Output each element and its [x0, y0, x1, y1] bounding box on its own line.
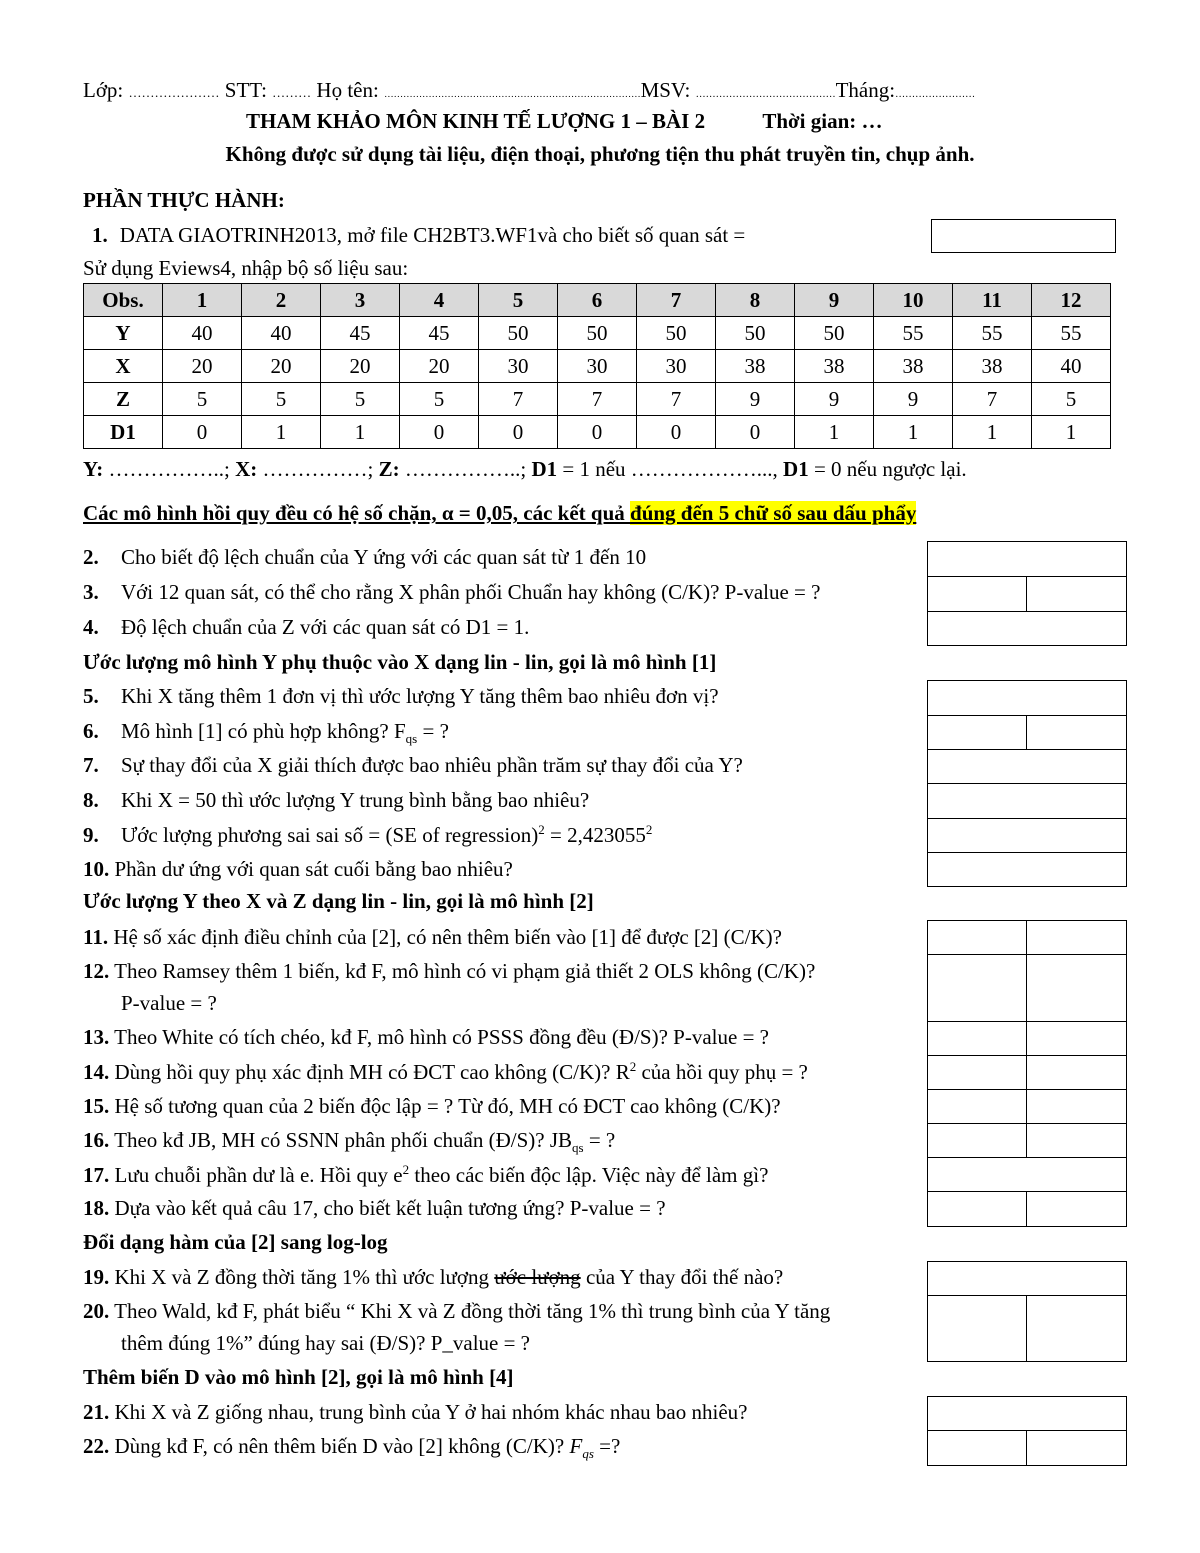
question-number: 5.	[83, 684, 99, 708]
question-3	[83, 580, 820, 605]
table-cell: 50	[637, 317, 716, 350]
row-header: D1	[84, 416, 163, 449]
question-number: 6.	[83, 719, 99, 743]
table-cell: 9	[716, 383, 795, 416]
subscript: qs	[582, 1446, 594, 1462]
table-header-row	[84, 284, 1111, 317]
question-number: 3.	[83, 580, 99, 604]
question-number: 18.	[83, 1196, 110, 1220]
question-8	[83, 788, 589, 813]
stt-field[interactable]: ………	[272, 85, 312, 100]
table-cell: 1	[874, 416, 953, 449]
table-header-cell: 10	[874, 284, 953, 317]
question-17	[83, 1162, 768, 1188]
answer-box-13b[interactable]	[1026, 1021, 1127, 1056]
question-9	[83, 822, 652, 848]
question-text: Khi X và Z giống nhau, trung bình của Y ở hai nhóm khác nhau bao nhiêu?	[114, 1400, 748, 1424]
question-text: DATA GIAOTRINH2013, mở file CH2BT3.WF1và cho biết số quan sát =	[119, 223, 746, 247]
table-cell: 0	[558, 416, 637, 449]
answer-box-15b[interactable]	[1026, 1089, 1127, 1124]
question-4	[83, 615, 529, 640]
table-header-cell: 5	[479, 284, 558, 317]
question-text: Hệ số tương quan của 2 biến độc lập = ? Từ đó, MH có ĐCT cao không (C/K)?	[114, 1094, 781, 1118]
time-label: Thời gian: …	[762, 109, 883, 133]
table-cell: 0	[163, 416, 242, 449]
var-z-label: Z:	[378, 457, 400, 481]
question-number: 21.	[83, 1400, 110, 1424]
table-cell: 40	[163, 317, 242, 350]
answer-box-19[interactable]	[927, 1261, 1127, 1296]
table-cell: 45	[400, 317, 479, 350]
table-row	[84, 350, 1111, 383]
question-2	[83, 545, 646, 570]
var-y-field[interactable]: ……………..;	[103, 457, 236, 481]
question-text: Khi X = 50 thì ước lượng Y trung bình bằng bao nhiêu?	[121, 788, 590, 812]
question-number: 9.	[83, 823, 99, 847]
question-number: 2.	[83, 545, 99, 569]
table-cell: 1	[953, 416, 1032, 449]
answer-box-1[interactable]	[931, 219, 1116, 253]
question-text: Dùng kđ F, có nên thêm biến D vào [2] không (C/K)?	[114, 1434, 570, 1458]
table-cell: 30	[637, 350, 716, 383]
msv-label: MSV:	[640, 78, 696, 102]
table-cell: 0	[400, 416, 479, 449]
question-tail: theo các biến độc lập. Việc này để làm gì?	[409, 1163, 769, 1187]
var-y-label: Y:	[83, 457, 104, 481]
superscript: 2	[538, 822, 545, 837]
var-x-field[interactable]: ……………;	[257, 457, 379, 481]
title-text: THAM KHẢO MÔN KINH TẾ LƯỢNG 1 – BÀI 2	[246, 109, 706, 133]
table-header-cell: 7	[637, 284, 716, 317]
superscript: 2	[402, 1162, 410, 1177]
answer-box-18b[interactable]	[1026, 1191, 1127, 1227]
name-field[interactable]: ………………………………………………………………………	[384, 90, 641, 100]
student-info-line	[83, 78, 975, 103]
answer-box-10[interactable]	[927, 852, 1127, 887]
answer-box-5[interactable]	[927, 680, 1127, 716]
var-d1-else-text: = 0 nếu ngược lại.	[808, 457, 967, 481]
answer-box-7[interactable]	[927, 749, 1127, 784]
question-text: Lưu chuỗi phần dư là e. Hồi quy e	[114, 1163, 403, 1187]
table-cell: 55	[1032, 317, 1111, 350]
msv-field[interactable]: ……………………………………	[695, 89, 836, 100]
question-number: 19.	[83, 1265, 110, 1289]
question-20-cont: thêm đúng 1%” đúng hay sai (Đ/S)? P_value = ?	[121, 1331, 531, 1355]
question-20	[83, 1299, 830, 1324]
answer-box-2[interactable]	[927, 541, 1127, 577]
table-cell: 38	[874, 350, 953, 383]
variable-definitions	[83, 457, 967, 482]
table-header-cell: 11	[953, 284, 1032, 317]
question-text: Sự thay đổi của X giải thích được bao nhiêu phần trăm sự thay đổi của Y?	[121, 753, 743, 777]
question-tail: của Y thay đổi thế nào?	[580, 1265, 784, 1289]
instruction-highlight: đúng đến 5 chữ số sau dấu phẩy	[630, 501, 917, 525]
question-text: Khi X và Z đồng thời tăng 1% thì ước lượng	[114, 1265, 495, 1289]
question-15	[83, 1094, 781, 1119]
superscript: 2	[645, 822, 653, 837]
answer-box-8[interactable]	[927, 783, 1127, 819]
answer-box-14a[interactable]	[927, 1055, 1027, 1090]
table-cell: 38	[716, 350, 795, 383]
answer-box-6a[interactable]	[927, 715, 1027, 750]
question-number: 10.	[83, 857, 110, 881]
eviews-instruction: Sử dụng Eviews4, nhập bộ số liệu sau:	[83, 256, 409, 280]
question-number: 17.	[83, 1163, 110, 1187]
table-header-cell: 1	[163, 284, 242, 317]
table-cell: 55	[874, 317, 953, 350]
question-number: 7.	[83, 753, 99, 777]
answer-box-11b[interactable]	[1026, 920, 1127, 955]
question-19	[83, 1265, 783, 1290]
question-5	[83, 684, 719, 709]
table-cell: 45	[321, 317, 400, 350]
table-row	[84, 383, 1111, 416]
question-number: 13.	[83, 1025, 110, 1049]
table-cell: 5	[1032, 383, 1111, 416]
var-d1-field[interactable]: = 1 nếu ………………...,	[557, 457, 784, 481]
table-cell: 0	[637, 416, 716, 449]
table-header-cell: 4	[400, 284, 479, 317]
question-18	[83, 1196, 666, 1221]
question-7	[83, 753, 743, 778]
question-21	[83, 1400, 747, 1425]
struck-text: ước lượng	[494, 1265, 581, 1289]
question-text: Theo kđ JB, MH có SSNN phân phối chuẩn (Đ/S)? JB	[114, 1128, 573, 1152]
table-cell: 5	[163, 383, 242, 416]
question-text: Dựa vào kết quả câu 17, cho biết kết luận tương ứng? P-value = ?	[114, 1196, 666, 1220]
page-title	[246, 109, 883, 134]
table-row	[84, 317, 1111, 350]
notice: Không được sử dụng tài liệu, điện thoại, phương tiện thu phát truyền tin, chụp ảnh.	[225, 142, 975, 166]
question-text: Mô hình [1] có phù hợp không? F	[121, 719, 406, 743]
answer-box-12a[interactable]	[927, 954, 1027, 1022]
question-number: 15.	[83, 1094, 110, 1118]
question-13	[83, 1025, 769, 1050]
month-field[interactable]: ……………………	[895, 89, 976, 100]
table-cell: 5	[242, 383, 321, 416]
question-number: 8.	[83, 788, 99, 812]
answer-box-13a[interactable]	[927, 1021, 1027, 1056]
answer-box-4[interactable]	[927, 611, 1127, 646]
var-x-label: X:	[235, 457, 258, 481]
table-cell: 9	[795, 383, 874, 416]
answer-box-3a[interactable]	[927, 576, 1027, 612]
table-cell: 50	[479, 317, 558, 350]
table-cell: 0	[716, 416, 795, 449]
table-cell: 30	[479, 350, 558, 383]
question-22	[83, 1434, 620, 1462]
question-1	[92, 223, 745, 248]
stt-label: STT:	[219, 78, 273, 102]
table-cell: 50	[795, 317, 874, 350]
question-number: 1.	[92, 223, 108, 247]
table-header-cell: 2	[242, 284, 321, 317]
answer-box-14b[interactable]	[1026, 1055, 1127, 1090]
table-cell: 38	[953, 350, 1032, 383]
data-table	[83, 283, 1111, 449]
table-cell: 50	[716, 317, 795, 350]
table-cell: 20	[163, 350, 242, 383]
question-number: 22.	[83, 1434, 110, 1458]
answer-box-22a[interactable]	[927, 1430, 1027, 1466]
question-tail: = ?	[417, 719, 449, 743]
question-tail: của hồi quy phụ = ?	[636, 1060, 808, 1084]
subscript: qs	[405, 731, 418, 747]
question-number: 4.	[83, 615, 99, 639]
heading-log-log: Đổi dạng hàm của [2] sang log-log	[83, 1230, 388, 1254]
table-cell: 1	[795, 416, 874, 449]
answer-box-3b[interactable]	[1026, 576, 1127, 612]
question-tail: = ?	[583, 1128, 616, 1152]
class-field[interactable]: …………………	[128, 85, 220, 100]
question-tail: =?	[593, 1434, 621, 1458]
table-cell: 0	[479, 416, 558, 449]
answer-box-15a[interactable]	[927, 1089, 1027, 1124]
heading-model-1: Ước lượng mô hình Y phụ thuộc vào X dạng lin - lin, gọi là mô hình [1]	[83, 650, 717, 674]
answer-box-16b[interactable]	[1026, 1123, 1127, 1158]
table-cell: 38	[795, 350, 874, 383]
table-header-cell: 8	[716, 284, 795, 317]
table-row	[84, 416, 1111, 449]
table-cell: 7	[637, 383, 716, 416]
question-text: Theo White có tích chéo, kđ F, mô hình có PSSS đồng đều (Đ/S)? P-value = ?	[114, 1025, 769, 1049]
heading-model-2: Ước lượng Y theo X và Z dạng lin - lin, gọi là mô hình [2]	[83, 889, 594, 913]
question-11	[83, 925, 782, 950]
answer-box-12b[interactable]	[1026, 954, 1127, 1022]
superscript: 2	[629, 1059, 637, 1074]
table-cell: 20	[242, 350, 321, 383]
answer-box-20a[interactable]	[927, 1295, 1027, 1362]
table-header-cell: 3	[321, 284, 400, 317]
heading-model-4: Thêm biến D vào mô hình [2], gọi là mô hình [4]	[83, 1365, 514, 1389]
var-d1-label: D1	[531, 457, 558, 481]
table-cell: 40	[242, 317, 321, 350]
answer-box-21[interactable]	[927, 1396, 1127, 1431]
answer-box-17[interactable]	[927, 1157, 1127, 1192]
table-header-cell: 12	[1032, 284, 1111, 317]
table-cell: 1	[321, 416, 400, 449]
question-text: Theo Wald, kđ F, phát biểu “ Khi X và Z đồng thời tăng 1% thì trung bình của Y tăng	[114, 1299, 831, 1323]
question-14	[83, 1059, 808, 1085]
instruction-text: Các mô hình hồi quy đều có hệ số chặn, α = 0,05, các kết quả	[83, 501, 631, 525]
question-text: Cho biết độ lệch chuẩn của Y ứng với các quan sát từ 1 đến 10	[121, 545, 647, 569]
table-cell: 30	[558, 350, 637, 383]
section-heading: PHẦN THỰC HÀNH:	[83, 188, 285, 212]
name-label: Họ tên:	[311, 78, 385, 102]
table-cell: 7	[479, 383, 558, 416]
question-number: 14.	[83, 1060, 110, 1084]
instruction-line	[83, 501, 916, 526]
table-cell: 9	[874, 383, 953, 416]
answer-box-18a[interactable]	[927, 1191, 1027, 1227]
table-cell: 5	[321, 383, 400, 416]
question-12	[83, 959, 815, 984]
question-text: Phần dư ứng với quan sát cuối bằng bao nhiêu?	[114, 857, 513, 881]
table-cell: 40	[1032, 350, 1111, 383]
table-cell: 1	[1032, 416, 1111, 449]
answer-box-22b[interactable]	[1026, 1430, 1127, 1466]
table-cell: 55	[953, 317, 1032, 350]
table-cell: 20	[321, 350, 400, 383]
question-12-cont: P-value = ?	[121, 991, 217, 1015]
answer-box-9[interactable]	[927, 818, 1127, 853]
table-cell: 7	[953, 383, 1032, 416]
answer-box-20b[interactable]	[1026, 1295, 1127, 1362]
row-header: X	[84, 350, 163, 383]
italic-f: F	[569, 1434, 583, 1458]
table-cell: 1	[242, 416, 321, 449]
question-16	[83, 1128, 615, 1156]
answer-box-11a[interactable]	[927, 920, 1027, 955]
question-text: Theo Ramsey thêm 1 biến, kđ F, mô hình có vi phạm giả thiết 2 OLS không (C/K)?	[114, 959, 816, 983]
table-cell: 50	[558, 317, 637, 350]
table-cell: 20	[400, 350, 479, 383]
month-label: Tháng:	[835, 78, 896, 102]
table-cell: 7	[558, 383, 637, 416]
question-tail: = 2,423055	[544, 823, 646, 847]
table-header-cell: 9	[795, 284, 874, 317]
var-d1-label: D1	[783, 457, 809, 481]
question-number: 12.	[83, 959, 110, 983]
question-text: Hệ số xác định điều chỉnh của [2], có nên thêm biến vào [1] để được [2] (C/K)?	[113, 925, 782, 949]
subscript: qs	[572, 1140, 584, 1156]
answer-box-6b[interactable]	[1026, 715, 1127, 750]
row-header: Z	[84, 383, 163, 416]
question-number: 20.	[83, 1299, 110, 1323]
answer-box-16a[interactable]	[927, 1123, 1027, 1158]
question-number: 11.	[83, 925, 109, 949]
question-text: Khi X tăng thêm 1 đơn vị thì ước lượng Y tăng thêm bao nhiêu đơn vị?	[121, 684, 719, 708]
table-header-cell: 6	[558, 284, 637, 317]
question-text: Độ lệch chuẩn của Z với các quan sát có D1 = 1.	[121, 615, 530, 639]
question-number: 16.	[83, 1128, 110, 1152]
var-z-field[interactable]: ……………..;	[399, 457, 532, 481]
question-10	[83, 857, 513, 882]
question-text: Ước lượng phương sai sai số = (SE of regression)	[121, 823, 539, 847]
question-6	[83, 719, 449, 747]
row-header: Y	[84, 317, 163, 350]
question-text: Với 12 quan sát, có thể cho rằng X phân phối Chuẩn hay không (C/K)? P-value = ?	[121, 580, 821, 604]
table-cell: 5	[400, 383, 479, 416]
class-label: Lớp:	[83, 78, 129, 102]
question-text: Dùng hồi quy phụ xác định MH có ĐCT cao không (C/K)? R	[114, 1060, 630, 1084]
table-header-cell: Obs.	[84, 284, 163, 317]
